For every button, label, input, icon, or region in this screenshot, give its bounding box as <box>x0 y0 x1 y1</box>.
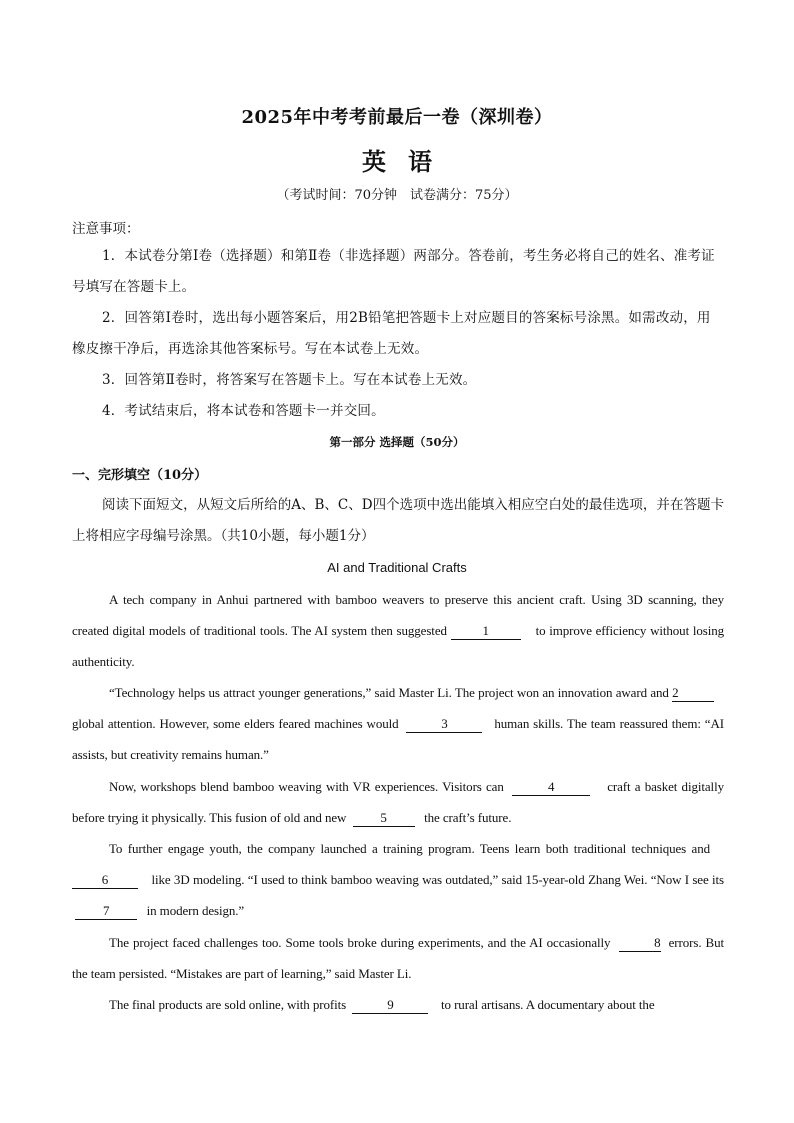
note-item: 1．本试卷分第Ⅰ卷（选择题）和第Ⅱ卷（非选择题）两部分。答卷前，考生务必将自己的姓名、准考证号填写在答题卡上。 <box>72 248 715 295</box>
passage-paragraph <box>72 677 724 770</box>
paragraph-text: in modern design.” <box>143 903 245 918</box>
blank-7: 7 <box>75 903 137 920</box>
blank-1: 1 <box>451 623 521 640</box>
paragraph-text: to improve efficiency without losing authenticity. <box>72 623 725 669</box>
paragraph-text: A tech company in Anhui partnered with bamboo weavers to preserve this ancient craft. Using 3D scanning, they created digital models of traditional tools. The AI system then suggested <box>72 592 724 638</box>
paragraph-text: To further engage youth, the company launched a training program. Teens learn both traditional techniques and <box>109 841 716 856</box>
paragraph-text: like 3D modeling. “I used to think bamboo weaving was outdated,” said 15-year-old Zhang Wei. “Now I see its <box>148 872 725 887</box>
paragraph-text: the craft’s future. <box>420 810 512 825</box>
paragraph-text: The final products are sold online, with profits <box>109 997 350 1012</box>
paragraph-text: craft a basket digitally before trying it physically. This fusion of old and new <box>72 779 724 825</box>
notes-title: 注意事项： <box>72 221 140 237</box>
note-item: 3．回答第Ⅱ卷时，将答案写在答题卡上。写在本试卷上无效。 <box>102 372 477 388</box>
blank-8: 8 <box>619 935 661 952</box>
passage-paragraph <box>72 584 724 677</box>
passage-paragraph <box>72 927 724 989</box>
exam-title: 2025年中考考前最后一卷（深圳卷） <box>241 107 553 128</box>
instructions: 阅读下面短文，从短文后所给的A、B、C、D四个选项中选出能填入相应空白处的最佳选项，并在答题卡上将相应字母编号涂黑。（共10小题，每小题1分） <box>72 497 724 544</box>
paragraph-text: The project faced challenges too. Some tools broke during experiments, and the AI occasionally <box>109 935 615 950</box>
paragraph-text: errors. But the team persisted. “Mistakes are part of learning,” said Master Li. <box>72 935 725 981</box>
blank-5: 5 <box>353 810 415 827</box>
paragraph-text: global attention. However, some elders feared machines would <box>72 716 403 731</box>
blank-9: 9 <box>352 997 428 1014</box>
paragraph-text: Now, workshops blend bamboo weaving with VR experiences. Visitors can <box>109 779 508 794</box>
blank-4: 4 <box>512 779 590 796</box>
part-title: 一、完形填空（10分） <box>72 468 208 483</box>
paragraph-text: “Technology helps us attract younger generations,” said Master Li. The project won an innovation award and <box>109 685 673 700</box>
passage-paragraph <box>72 989 724 1020</box>
passage-paragraph <box>72 833 724 926</box>
paragraph-text: to rural artisans. A documentary about the <box>437 997 655 1012</box>
note-item: 4．考试结束后，将本试卷和答题卡一并交回。 <box>102 403 385 419</box>
passage-paragraph <box>72 771 724 833</box>
blank-3: 3 <box>406 716 482 733</box>
paragraph-text: human skills. The team reassured them: “AI assists, but creativity remains human.” <box>72 716 724 762</box>
subject-title: 英语 <box>362 147 454 176</box>
note-item: 2．回答第Ⅰ卷时，选出每小题答案后，用2B铅笔把答题卡上对应题目的答案标号涂黑。如需改动，用橡皮擦干净后，再选涂其他答案标号。写在本试卷上无效。 <box>72 310 711 357</box>
section-title: 第一部分 选择题（50分） <box>329 435 465 449</box>
blank-6: 6 <box>72 872 138 889</box>
blank-2: 2 <box>672 685 714 702</box>
exam-info: （考试时间：70分钟 试卷满分：75分） <box>276 188 518 203</box>
passage-title: AI and Traditional Crafts <box>327 560 467 575</box>
